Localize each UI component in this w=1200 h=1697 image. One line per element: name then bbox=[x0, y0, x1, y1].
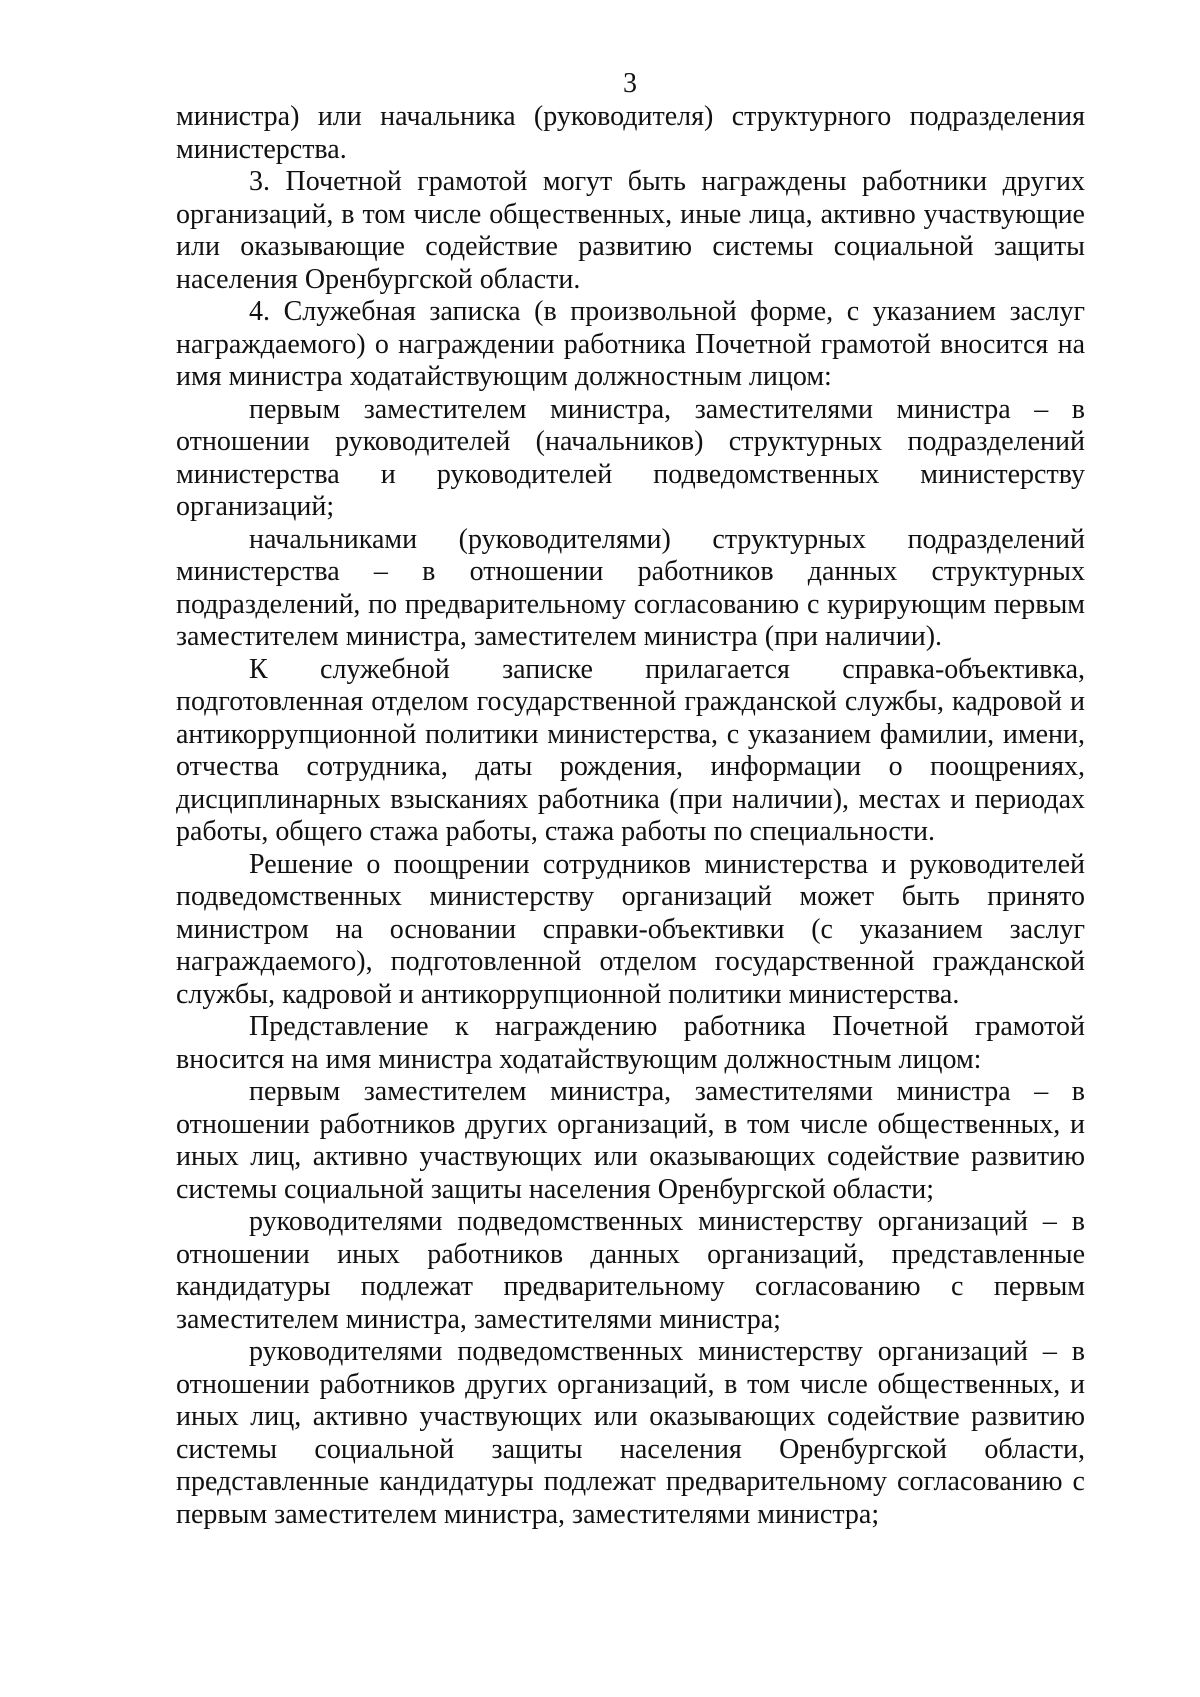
page-number: 3 bbox=[623, 68, 637, 99]
paragraph: руководителями подведомственных министерству организаций – в отношении иных работников данных организаций, представленные кандидатуры подлежат предварительному согласованию с первым заместителем министра, заместителями министра; bbox=[176, 1206, 1085, 1335]
paragraph: первым заместителем министра, заместителями министра – в отношении работников других организаций, в том числе общественных, и иных лиц, активно участвующих или оказывающих содействие развитию системы социальной защиты населения Оренбургской области; bbox=[176, 1076, 1085, 1205]
paragraph: 4. Служебная записка (в произвольной форме, с указанием заслуг награждаемого) о награждении работника Почетной грамотой вносится на имя министра ходатайствующим должностным лицом: bbox=[176, 296, 1085, 392]
paragraph: первым заместителем министра, заместителями министра – в отношении руководителей (начальников) структурных подразделений министерства и руководителей подведомственных министерству организаций; bbox=[176, 393, 1085, 522]
paragraph: Представление к награждению работника Почетной грамотой вносится на имя министра ходатайствующим должностным лицом: bbox=[176, 1011, 1085, 1075]
paragraph: 3. Почетной грамотой могут быть награждены работники других организаций, в том числе общественных, иные лица, активно участвующие или оказывающие содействие развитию системы социальной защиты населения Оренбургской области. bbox=[176, 166, 1085, 295]
document-body bbox=[176, 101, 1085, 1531]
paragraph: К служебной записке прилагается справка-объективка, подготовленная отделом государственной гражданской службы, кадровой и антикоррупционной политики министерства, с указанием фамилии, имени, отчества сотрудника, даты рождения, информации о поощрениях, дисциплинарных взысканиях работника (при наличии), местах и периодах работы, общего стажа работы, стажа работы по специальности. bbox=[176, 653, 1085, 847]
paragraph: начальниками (руководителями) структурных подразделений министерства – в отношении работников данных структурных подразделений, по предварительному согласованию с курирующим первым заместителем министра, заместителем министра (при наличии). bbox=[176, 523, 1085, 652]
paragraph: руководителями подведомственных министерству организаций – в отношении работников других организаций, в том числе общественных, и иных лиц, активно участвующих или оказывающих содействие развитию системы социальной защиты населения Оренбургской области, представленные кандидатуры подлежат предварительному согласованию с первым заместителем министра, заместителями министра; bbox=[176, 1336, 1085, 1530]
paragraph: Решение о поощрении сотрудников министерства и руководителей подведомственных министерству организаций может быть принято министром на основании справки-объективки (с указанием заслуг награждаемого), подготовленной отделом государственной гражданской службы, кадровой и антикоррупционной политики министерства. bbox=[176, 848, 1085, 1010]
paragraph: министра) или начальника (руководителя) структурного подразделения министерства. bbox=[176, 101, 1085, 165]
